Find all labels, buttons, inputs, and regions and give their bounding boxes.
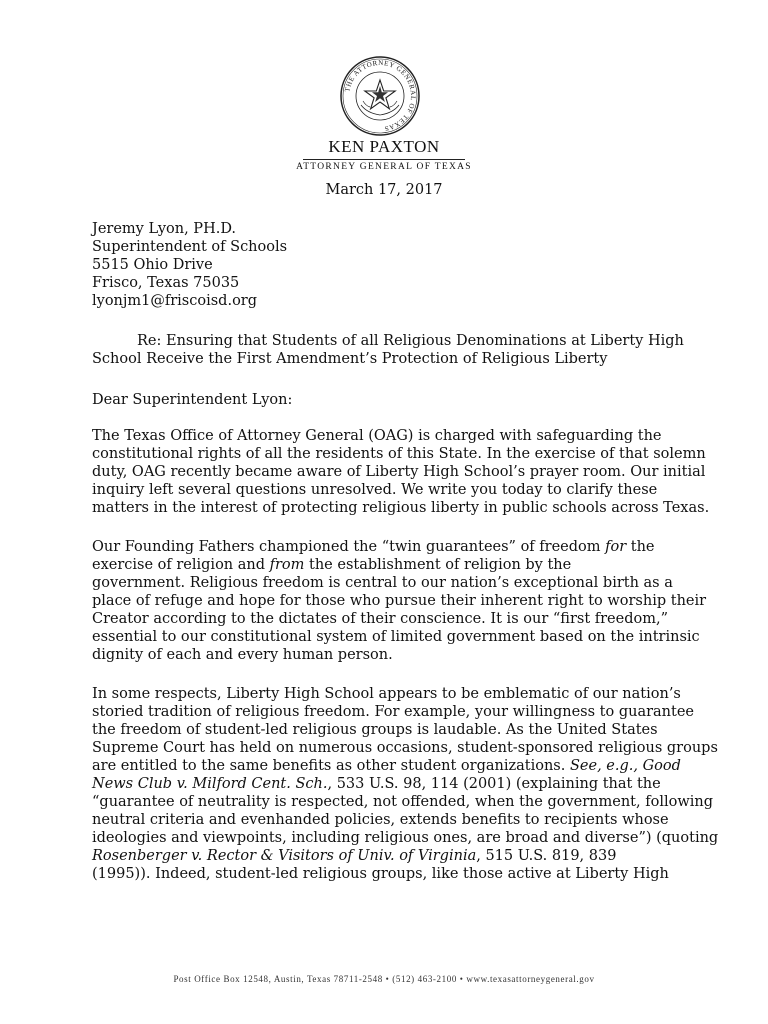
- paragraph-line: The Texas Office of Attorney General (OAG) is charged with safeguarding the: [92, 428, 662, 444]
- paragraph-line: dignity of each and every human person.: [92, 647, 393, 663]
- paragraph-line: matters in the interest of protecting religious liberty in public schools across Texas.: [92, 500, 710, 516]
- paragraph-line: Creator according to the dictates of their conscience. It is our “first freedom,”: [92, 611, 668, 627]
- paragraph-line: are entitled to the same benefits as other student organizations. See, e.g., Good: [92, 758, 681, 774]
- recipient-title: Superintendent of Schools: [92, 239, 288, 255]
- paragraph-1: [92, 427, 710, 517]
- paragraph-line: Rosenberger v. Rector & Visitors of Univ. of Virginia, 515 U.S. 819, 839: [92, 848, 617, 864]
- paragraph-line: Our Founding Fathers championed the “twin guarantees” of freedom for the: [92, 539, 655, 555]
- recipient-name: Jeremy Lyon, PH.D.: [92, 221, 237, 237]
- attorney-general-title: ATTORNEY GENERAL OF TEXAS: [296, 162, 472, 172]
- paragraph-line: essential to our constitutional system of limited government based on the intrinsic: [92, 629, 700, 645]
- paragraph-line: neutral criteria and evenhanded policies, extends benefits to recipients whose: [92, 812, 669, 828]
- paragraph-2: [92, 538, 707, 664]
- paragraph-line: the freedom of student-led religious groups is laudable. As the United States: [92, 722, 658, 738]
- salutation: Dear Superintendent Lyon:: [92, 392, 293, 408]
- letter-date: March 17, 2017: [325, 182, 443, 198]
- paragraph-line: (1995)). Indeed, student-led religious groups, like those active at Liberty High: [92, 866, 669, 882]
- header-divider: [303, 159, 465, 160]
- paragraph-line: place of refuge and hope for those who pursue their inherent right to worship their: [92, 593, 707, 609]
- recipient-email: lyonjm1@friscoisd.org: [92, 293, 258, 309]
- subject-line-1: Re: Ensuring that Students of all Religious Denominations at Liberty High: [137, 333, 684, 349]
- paragraph-line: ideologies and viewpoints, including religious ones, are broad and diverse”) (quoting: [92, 830, 719, 846]
- attorney-general-seal: [339, 55, 421, 137]
- paragraph-line: exercise of religion and from the establishment of religion by the: [92, 557, 572, 573]
- recipient-street: 5515 Ohio Drive: [92, 257, 213, 273]
- paragraph-line: Supreme Court has held on numerous occasions, student-sponsored religious groups: [92, 740, 718, 756]
- letterhead-footer: Post Office Box 12548, Austin, Texas 78711-2548 • (512) 463-2100 • www.texasattorneygeneral.gov: [173, 974, 595, 984]
- paragraph-line: constitutional rights of all the residents of this State. In the exercise of that solemn: [92, 446, 706, 462]
- subject-line-2: School Receive the First Amendment’s Protection of Religious Liberty: [92, 351, 608, 367]
- paragraph-line: “guarantee of neutrality is respected, not offended, when the government, following: [92, 794, 713, 810]
- subject-line: [92, 332, 692, 368]
- paragraph-line: government. Religious freedom is central to our nation’s exceptional birth as a: [92, 575, 673, 591]
- recipient-address: [92, 220, 287, 310]
- paragraph-line: In some respects, Liberty High School appears to be emblematic of our nation’s: [92, 686, 681, 702]
- paragraph-3: [92, 685, 719, 883]
- paragraph-line: duty, OAG recently became aware of Liberty High School’s prayer room. Our initial: [92, 464, 706, 480]
- attorney-general-name: KEN PAXTON: [328, 137, 440, 156]
- paragraph-line: storied tradition of religious freedom. For example, your willingness to guarantee: [92, 704, 695, 720]
- paragraph-line: News Club v. Milford Cent. Sch., 533 U.S. 98, 114 (2001) (explaining that the: [92, 776, 661, 792]
- seal-icon: [339, 55, 421, 137]
- seal-text: THE ATTORNEY GENERAL OF TEXAS: [343, 58, 418, 133]
- paragraph-line: inquiry left several questions unresolved. We write you today to clarify these: [92, 482, 658, 498]
- recipient-city: Frisco, Texas 75035: [92, 275, 240, 291]
